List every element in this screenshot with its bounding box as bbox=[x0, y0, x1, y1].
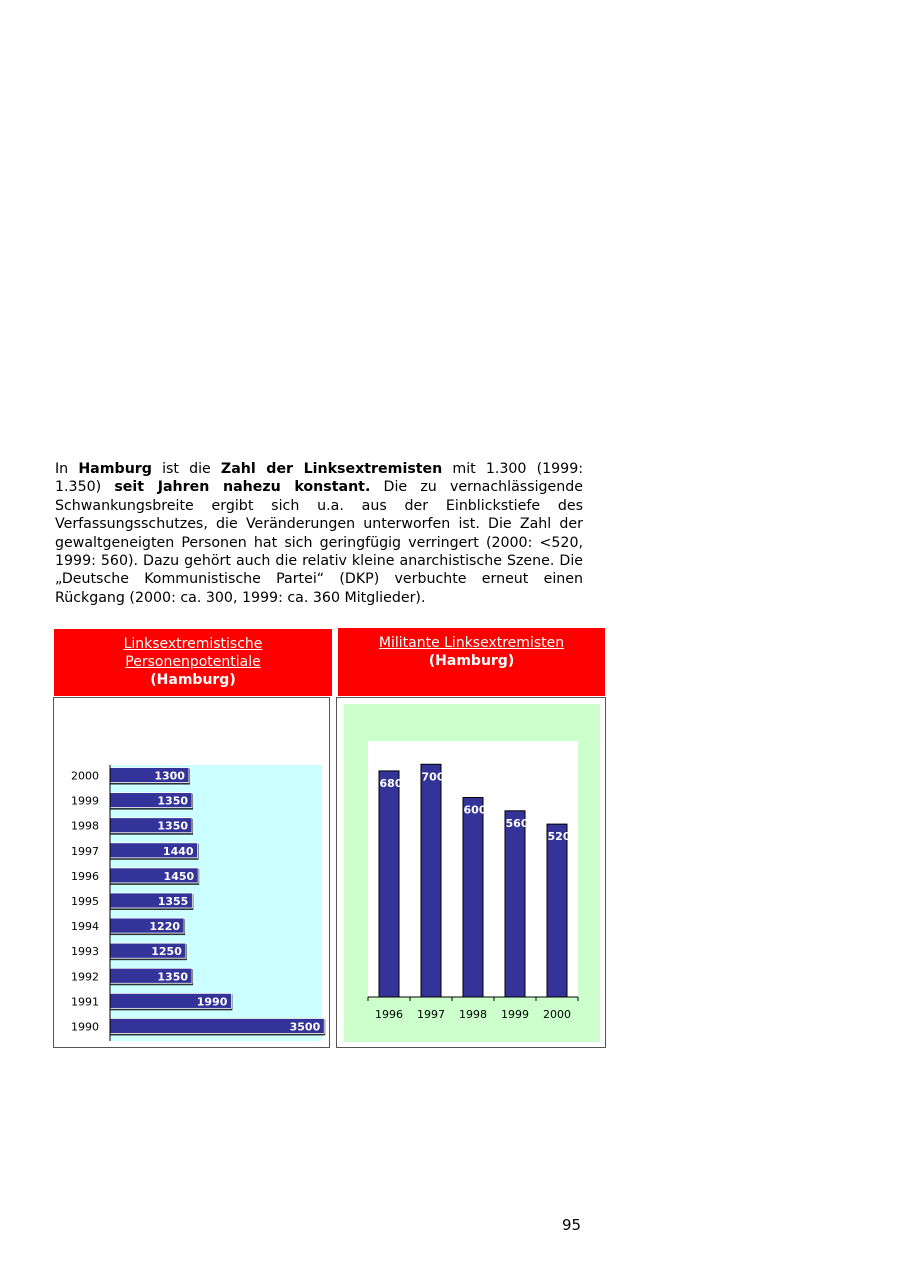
data-label: 1350 bbox=[157, 970, 189, 984]
data-label: 3500 bbox=[289, 1020, 321, 1034]
bar bbox=[463, 798, 483, 997]
paragraph-bold-linksextremisten: Zahl der Linksextremisten bbox=[220, 461, 443, 477]
bar bbox=[505, 811, 525, 997]
paragraph-text: ist die bbox=[151, 461, 221, 477]
y-tick-label: 1990 bbox=[71, 1020, 99, 1034]
data-label: 1300 bbox=[154, 769, 185, 783]
y-tick-label: 1994 bbox=[71, 920, 99, 934]
data-label: 520 bbox=[547, 830, 571, 844]
y-tick-label: 1996 bbox=[71, 869, 99, 883]
right-bar-chart bbox=[337, 698, 605, 1047]
bar bbox=[421, 764, 441, 997]
x-tick-label: 1998 bbox=[459, 1008, 487, 1021]
paragraph-text: mit 1.300 (1999: 1.350) bbox=[55, 461, 583, 496]
right-chart-title-line1: Militante Linksextremisten bbox=[378, 635, 565, 651]
y-tick-label: 1998 bbox=[71, 819, 99, 833]
y-tick-label: 2000 bbox=[71, 769, 99, 783]
data-label: 1990 bbox=[196, 995, 228, 1009]
x-tick-label: 1999 bbox=[501, 1008, 529, 1021]
data-label: 560 bbox=[505, 816, 529, 830]
right-chart-frame bbox=[336, 697, 606, 1048]
data-label: 700 bbox=[421, 770, 445, 784]
data-label: 1350 bbox=[157, 794, 189, 808]
data-label: 600 bbox=[463, 803, 487, 817]
left-chart-title-line3: (Hamburg) bbox=[150, 672, 236, 688]
bar bbox=[379, 771, 399, 997]
y-tick-label: 1992 bbox=[71, 970, 99, 984]
bar bbox=[547, 824, 567, 997]
paragraph-text: In bbox=[55, 461, 79, 477]
left-chart-frame bbox=[53, 697, 330, 1048]
paragraph-text: Die zu vernachlässigende Schwankungsbreite ergibt sich u.a. aus der Einblickstiefe des Verfassungsschutzes, die Veränderungen unterworfen ist. Die Zahl der gewaltgeneigten Personen hat sich geringfügig verringert (2000: <520, 1999: 560). Dazu gehört auch die relativ kleine anarchistische Szene. Die „Deutsche Kommunistische Partei“ (DKP) verbuchte erneut einen Rückgang (2000: ca. 300, 1999: ca. 360 Mitglieder). bbox=[55, 479, 583, 606]
right-chart-title-line2: (Hamburg) bbox=[428, 653, 515, 669]
y-tick-label: 1991 bbox=[71, 995, 99, 1009]
data-label: 680 bbox=[379, 776, 403, 790]
data-label: 1355 bbox=[157, 895, 189, 908]
x-tick-label: 2000 bbox=[543, 1008, 571, 1021]
paragraph-bold-konstant: seit Jahren nahezu konstant. bbox=[114, 479, 371, 496]
left-bar-chart bbox=[54, 698, 329, 1047]
y-tick-label: 1993 bbox=[71, 945, 99, 959]
x-tick-label: 1997 bbox=[417, 1008, 445, 1021]
y-tick-label: 1997 bbox=[71, 844, 99, 858]
x-tick-label: 1996 bbox=[375, 1008, 403, 1021]
y-tick-label: 1995 bbox=[71, 895, 99, 908]
data-label: 1250 bbox=[151, 945, 182, 959]
left-chart-header bbox=[54, 629, 332, 696]
data-label: 1450 bbox=[163, 869, 195, 883]
paragraph-bold-hamburg: Hamburg bbox=[78, 461, 152, 477]
intro-paragraph bbox=[55, 460, 583, 607]
data-label: 1440 bbox=[162, 844, 194, 858]
data-label: 1220 bbox=[149, 920, 181, 934]
left-chart-title-line1: Linksextremistische bbox=[123, 636, 263, 652]
left-chart-title-line2: Personenpotentiale bbox=[125, 654, 261, 670]
page-number: 95 bbox=[562, 1216, 582, 1234]
data-label: 1350 bbox=[157, 819, 189, 833]
right-chart-header bbox=[338, 628, 605, 696]
y-tick-label: 1999 bbox=[71, 794, 99, 808]
